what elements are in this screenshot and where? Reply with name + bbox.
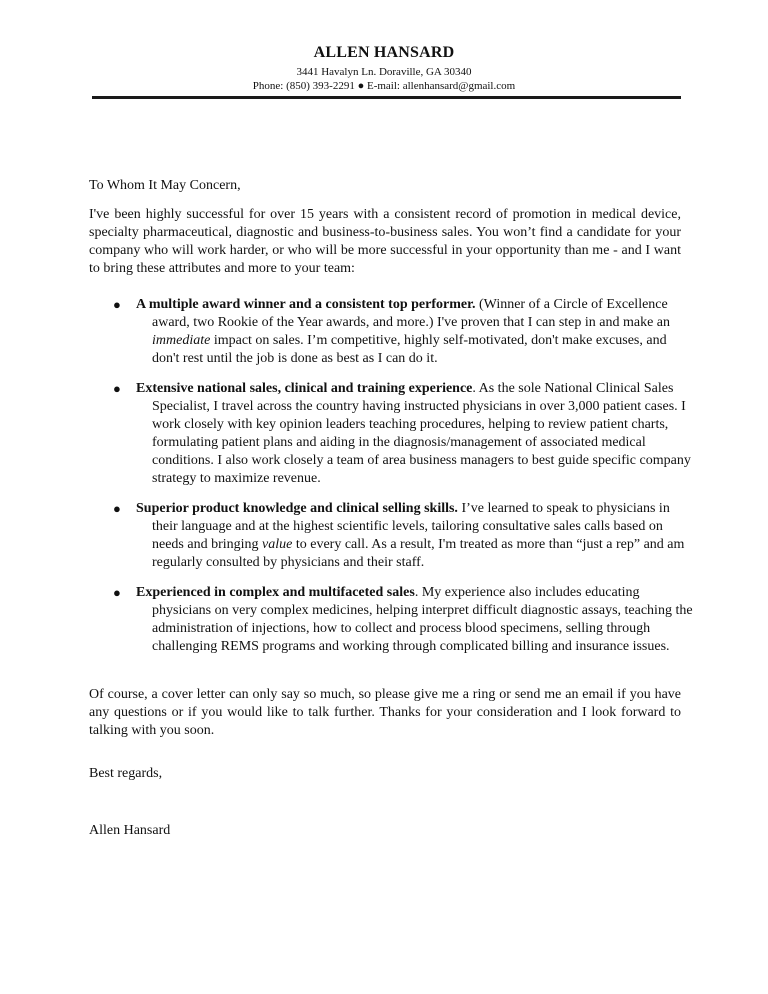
bullet-text: Extensive national sales, clinical and training experience. As the sole National Clinical Sales Specialist, I travel across the country having instructed physicians in over 3,000 patient cases. I work closely with key opinion leaders teaching procedures, helping to review patient charts, formulating patient plans and aiding in the diagnosis/management of associated medical conditions. I also work closely a team of area business managers to best guide specific company strategy to maximize revenue.	[136, 381, 691, 486]
bullet-text: Experienced in complex and multifaceted sales. My experience also includes educating physicians on very complex medicines, helping interpret difficult diagnostic assays, teaching the administration of injections, how to collect and process blood specimens, selling through challenging REMS programs and working through complicated billing and insurance issues.	[136, 585, 693, 654]
letterhead-name: ALLEN HANSARD	[313, 44, 455, 61]
bullet-heading: A multiple award winner and a consistent top performer.	[136, 297, 476, 312]
bullet-icon: ●	[113, 501, 121, 516]
bullet-heading: Extensive national sales, clinical and training experience	[136, 381, 473, 396]
salutation: To Whom It May Concern,	[89, 178, 241, 193]
letterhead-divider	[92, 96, 681, 99]
emphasis: immediate	[152, 333, 211, 348]
signature-name: Allen Hansard	[89, 823, 171, 838]
bullet-icon: ●	[113, 585, 121, 600]
bullet-heading: Experienced in complex and multifaceted sales	[136, 585, 415, 600]
bullet-text: A multiple award winner and a consistent top performer. (Winner of a Circle of Excellence award, two Rookie of the Year awards, and more.) I've proven that I can step in and make an immediate impact on sales. I’m competitive, highly self-motivated, don't make excuses, and don't rest until the job is done as best as I can do it.	[136, 297, 671, 366]
bullet-text: Superior product knowledge and clinical selling skills. I’ve learned to speak to physicians in their language and at the highest scientific levels, tailoring consultative sales calls based on needs and bringing value to every call. As a result, I'm treated as more than “just a rep” and am regularly consulted by physicians and their staff.	[136, 501, 685, 570]
bullet-icon: ●	[113, 297, 121, 312]
letterhead-address: 3441 Havalyn Ln. Doraville, GA 30340	[296, 66, 472, 78]
sign-off: Best regards,	[89, 766, 163, 781]
closing-paragraph: Of course, a cover letter can only say so much, so please give me a ring or send me an email if you have any questions or if you would like to talk further. Thanks for your consideration and I look forward to talking with you soon.	[89, 687, 681, 738]
bullet-icon: ●	[113, 381, 121, 396]
letterhead-contact: Phone: (850) 393-2291 ● E-mail: allenhansard@gmail.com	[252, 80, 516, 92]
emphasis: value	[262, 537, 293, 552]
bullet-heading: Superior product knowledge and clinical selling skills.	[136, 501, 458, 516]
intro-paragraph: I've been highly successful for over 15 years with a consistent record of promotion in medical device, specialty pharmaceutical, diagnostic and business-to-business sales. You won’t find a candidate for your company who will work harder, or who will be more successful in your opportunity than me - and I want to bring these attributes and more to your team:	[89, 207, 681, 276]
